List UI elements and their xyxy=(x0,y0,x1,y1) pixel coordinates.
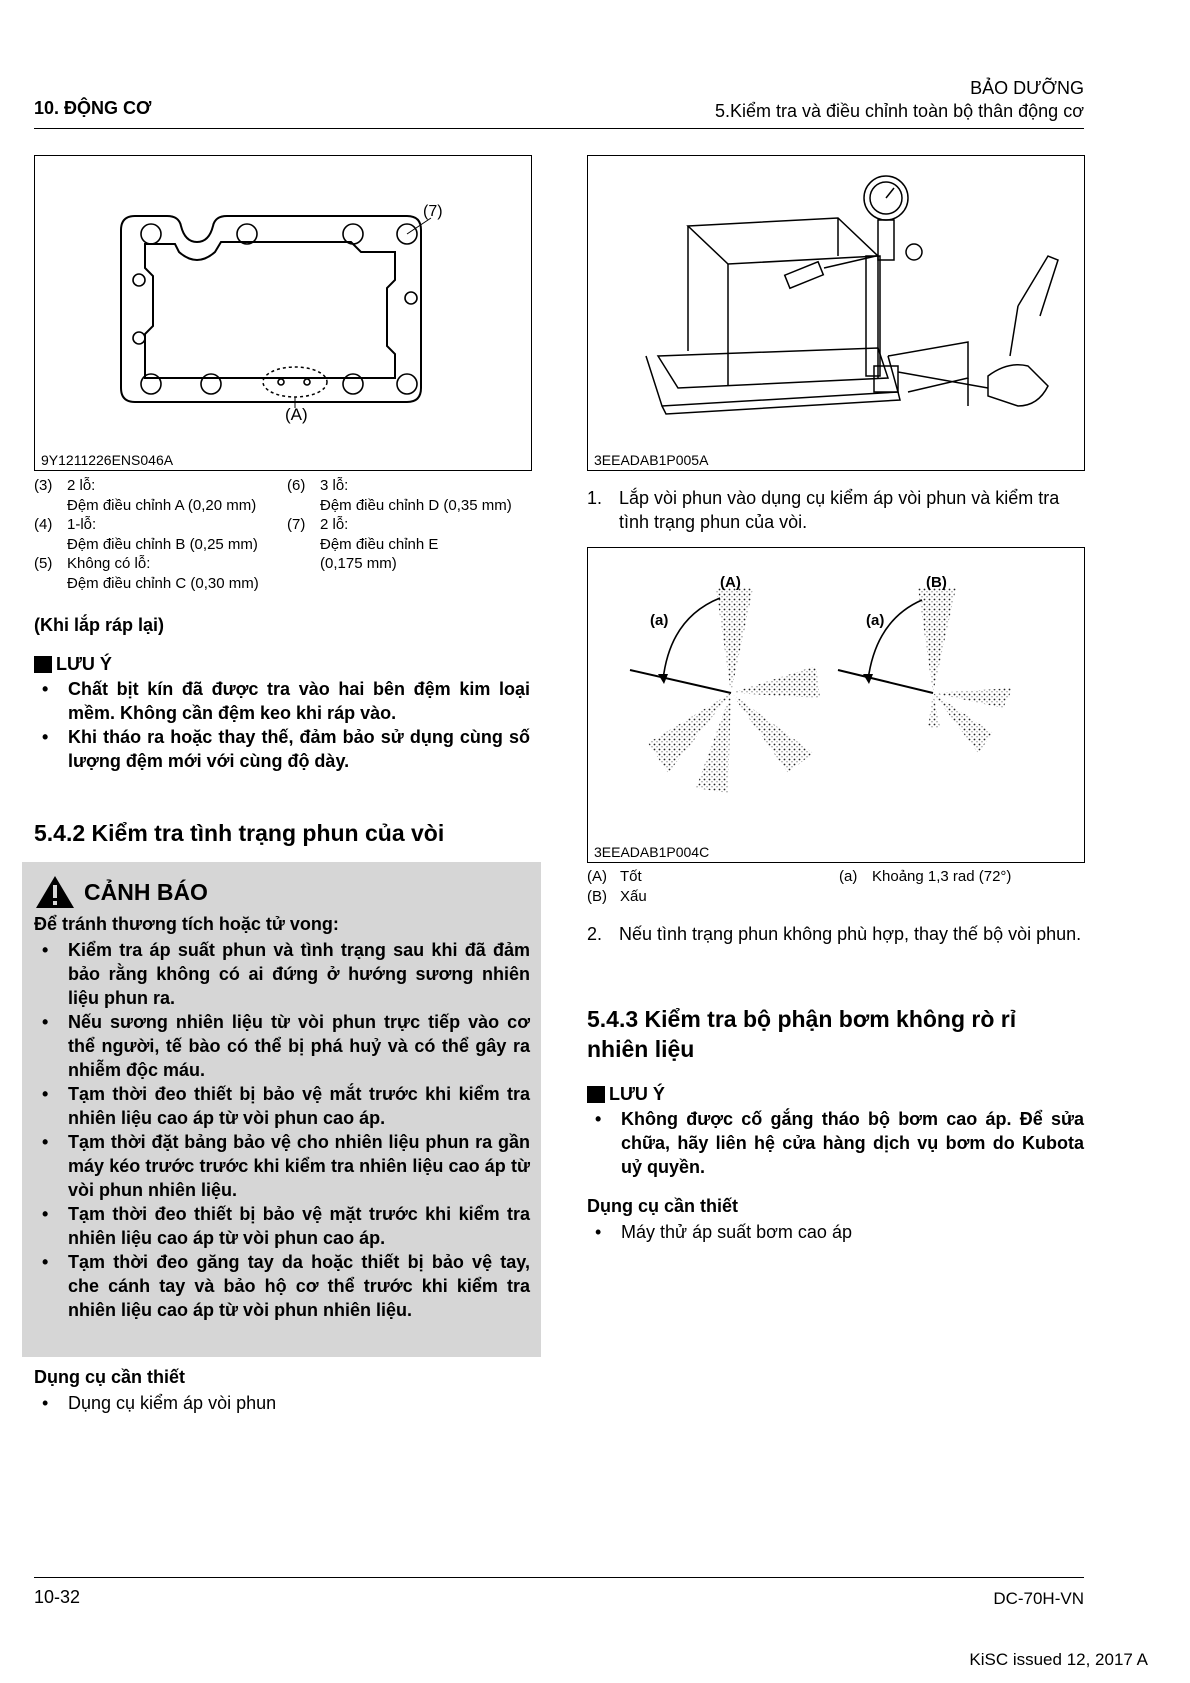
spray-bad-pattern xyxy=(838,588,1013,753)
reassembly-title: (Khi lắp ráp lại) xyxy=(34,615,165,635)
angle-label-2: (a) xyxy=(866,612,885,629)
figure-code: 3EEADAB1P005A xyxy=(594,452,709,468)
warning-triangle-icon xyxy=(34,874,76,910)
figure-code: 3EEADAB1P004C xyxy=(594,844,710,860)
legend-item: (7) 2 lỗ: Đệm điều chỉnh E (0,175 mm) xyxy=(287,516,439,572)
step-2: 2. Nếu tình trạng phun không phù hợp, thay thế bộ vòi phun. xyxy=(587,924,1082,944)
page-number: 10-32 xyxy=(34,1587,81,1607)
issue-info: KiSC issued 12, 2017 A xyxy=(969,1650,1148,1669)
nozzle-tester-drawing xyxy=(588,156,1084,470)
spray-legend-left xyxy=(587,867,827,906)
gasket-figure xyxy=(34,155,532,471)
legend-item: (3) 2 lỗ: Đệm điều chỉnh A (0,20 mm) xyxy=(34,477,257,514)
figure-code: 9Y1211226ENS046A xyxy=(41,452,174,468)
note-square-icon xyxy=(587,1086,605,1103)
section-top: BẢO DƯỠNG xyxy=(970,78,1084,98)
legend-item: (4) 1-lỗ: Đệm điều chỉnh B (0,25 mm) xyxy=(34,516,258,553)
legend-item: (5) Không có lỗ: Đệm điều chỉnh C (0,30 mm) xyxy=(34,555,259,592)
doc-code: DC-70H-VN xyxy=(993,1589,1084,1608)
list-item: • Tạm thời đeo găng tay da hoặc thiết bị bảo vệ tay, che cánh tay và bảo hộ cơ thể trước khi kiểm tra nhiên liệu cao áp từ vòi phun nhiên liệu. xyxy=(34,1250,530,1322)
gasket-drawing xyxy=(35,156,531,470)
section-heading-542: 5.4.2 Kiểm tra tình trạng phun của vòi xyxy=(34,820,445,846)
pump-notes xyxy=(587,1107,1084,1179)
list-item: • Không được cố gắng tháo bộ bơm cao áp. Để sửa chữa, hãy liên hệ cửa hàng dịch vụ bơm do Kubota uỷ quyền. xyxy=(587,1107,1084,1179)
section-heading-543: 5.4.3 Kiểm tra bộ phận bơm không rò rỉ nhiên liệu xyxy=(587,1006,1017,1062)
note-title: LƯU Ý xyxy=(587,1084,665,1105)
spray-label-b-upper: (B) xyxy=(926,574,947,591)
reassembly-notes xyxy=(34,677,530,773)
list-item: • Tạm thời đeo thiết bị bảo vệ mắt trước khi kiểm tra nhiên liệu cao áp từ vòi phun cao áp. xyxy=(34,1082,530,1130)
spray-pattern-figure xyxy=(587,547,1085,863)
gasket-label-a: (A) xyxy=(285,405,308,424)
list-item: • Dụng cụ kiểm áp vòi phun xyxy=(34,1391,514,1415)
list-item: • Chất bịt kín đã được tra vào hai bên đệm kim loại mềm. Không cần đệm keo khi ráp vào. xyxy=(34,677,530,725)
tools-title: Dụng cụ cần thiết xyxy=(34,1367,186,1387)
section-sub: 5.Kiểm tra và điều chỉnh toàn bộ thân động cơ xyxy=(714,101,1084,121)
warning-list xyxy=(34,938,530,1322)
legend-item: (A) Tốt xyxy=(587,868,642,885)
spray-legend-right xyxy=(839,867,1084,887)
chapter-title: 10. ĐỘNG CƠ xyxy=(34,98,152,118)
header-rule xyxy=(34,128,1084,129)
list-item: • Tạm thời đeo thiết bị bảo vệ mặt trước khi kiểm tra nhiên liệu cao áp từ vòi phun cao áp. xyxy=(34,1202,530,1250)
warning-title: CẢNH BÁO xyxy=(34,874,208,910)
tools-title: Dụng cụ cần thiết xyxy=(587,1196,739,1216)
tools-list xyxy=(34,1391,514,1415)
legend-item: (a) Khoảng 1,3 rad (72°) xyxy=(839,868,1012,885)
list-item: • Kiểm tra áp suất phun và tình trạng sau khi đã đảm bảo rằng không có ai đứng ở hướng sương nhiên liệu phun ra. xyxy=(34,938,530,1010)
list-item: • Khi tháo ra hoặc thay thế, đảm bảo sử dụng cùng số lượng đệm mới với cùng độ dày. xyxy=(34,725,530,773)
gasket-label-7: (7) xyxy=(423,203,443,220)
legend-item: (6) 3 lỗ: Đệm điều chỉnh D (0,35 mm) xyxy=(287,477,512,514)
list-item: • Tạm thời đặt bảng bảo vệ cho nhiên liệu phun ra gần máy kéo trước trước khi kiểm tra nhiên liệu cao áp từ vòi phun nhiên liệu. xyxy=(34,1130,530,1202)
warning-box xyxy=(22,862,541,1357)
footer-rule xyxy=(34,1577,1084,1578)
note-square-icon xyxy=(34,656,52,673)
gasket-legend-left xyxy=(34,476,274,593)
section-header xyxy=(715,77,1084,123)
tools-list xyxy=(587,1220,1067,1244)
list-item: • Máy thử áp suất bơm cao áp xyxy=(587,1220,1067,1244)
legend-item: (B) Xấu xyxy=(587,887,647,905)
spray-label-a-upper: (A) xyxy=(720,574,741,591)
nozzle-tester-figure xyxy=(587,155,1085,471)
step-1: 1. Lắp vòi phun vào dụng cụ kiểm áp vòi phun và kiểm tra tình trạng phun của vòi. xyxy=(587,488,1060,532)
note-title: LƯU Ý xyxy=(34,654,112,675)
list-item: • Nếu sương nhiên liệu từ vòi phun trực tiếp vào cơ thể người, tế bào có thể bị phá huỷ và có thể gây ra nhiễm độc máu. xyxy=(34,1010,530,1082)
warning-intro: Để tránh thương tích hoặc tử vong: xyxy=(34,914,339,934)
gasket-legend-right xyxy=(287,476,532,574)
spray-pattern-drawing xyxy=(588,548,1084,862)
angle-label-1: (a) xyxy=(650,612,669,629)
